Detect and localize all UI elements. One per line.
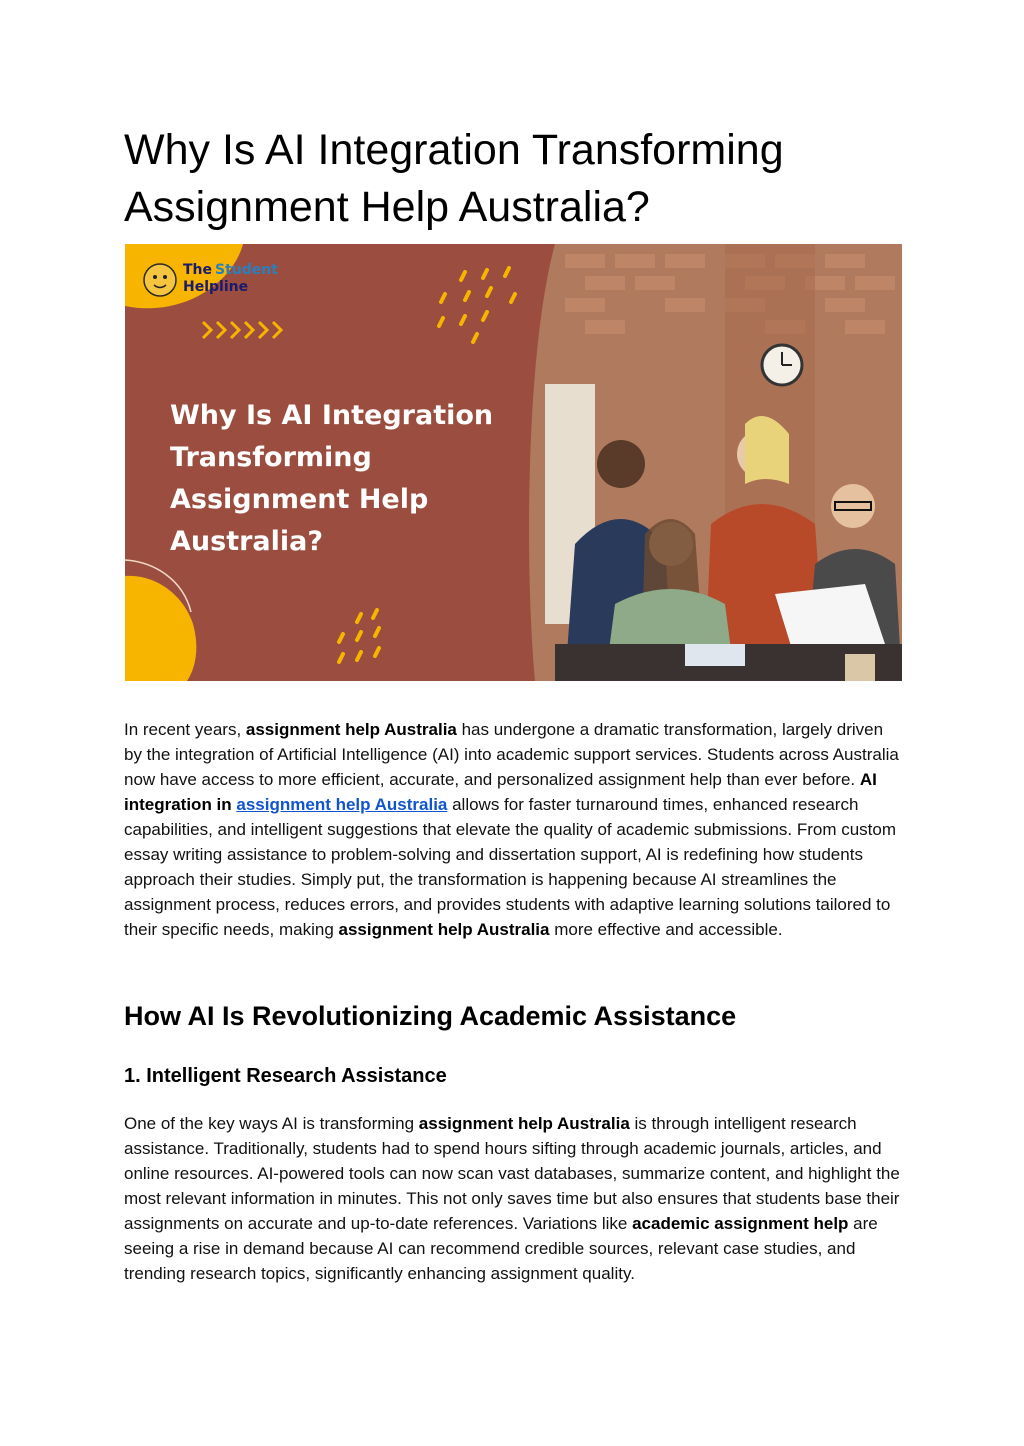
logo-text-helpline: Helpline <box>183 279 249 295</box>
keyword-bold: assignment help Australia <box>245 720 457 739</box>
page-title: Why Is AI Integration Transforming Assignment Help Australia? <box>124 126 784 231</box>
section-heading: How AI Is Revolutionizing Academic Assistance <box>124 1001 737 1031</box>
hero-heading-line-2: Transforming <box>170 442 372 473</box>
students-photo <box>529 244 902 681</box>
logo-text-the: The <box>183 262 213 278</box>
keyword-bold: academic assignment help <box>632 1214 849 1233</box>
hero-heading-line-4: Australia? <box>170 526 324 557</box>
assignment-help-australia-link[interactable]: assignment help Australia <box>236 795 448 814</box>
keyword-bold: assignment help Australia <box>338 920 550 939</box>
keyword-bold: AI integration in <box>124 770 877 814</box>
research-paragraph: One of the key ways AI is transforming assignment help Australia is through intelligent research assistance. Traditionally, students had to spend hours sifting through academic journals, articles, and online resources. AI-powered tools can now scan vast databases, summarize content, and highlight the most relevant information in minutes. This not only saves time but also ensures that students base their assignments on accurate and up-to-date references. Variations like academic assignment help are seeing a rise in demand because AI can recommend credible sources, relevant case studies, and trending research topics, significantly enhancing assignment quality. <box>124 1114 900 1283</box>
intro-paragraph: In recent years, assignment help Australia has undergone a dramatic transformation, largely driven by the integration of Artificial Intelligence (AI) into academic support services. Students across Australia now have access to more efficient, accurate, and personalized assignment help than ever before. AI integration in assignment help Australia allows for faster turnaround times, enhanced research capabilities, and intelligent suggestions that elevate the quality of academic submissions. From custom essay writing assistance to problem-solving and dissertation support, AI is redefining how students approach their studies. Simply put, the transformation is happening because AI streamlines the assignment process, reduces errors, and provides students with adaptive learning solutions tailored to their specific needs, making assignment help Australia more effective and accessible. <box>124 720 899 939</box>
hero-image <box>125 244 902 681</box>
subsection-heading: 1. Intelligent Research Assistance <box>124 1065 447 1087</box>
hero-heading-line-3: Assignment Help <box>170 484 429 515</box>
hero-heading-line-1: Why Is AI Integration <box>170 400 494 431</box>
logo-text-student: Student <box>215 262 278 278</box>
keyword-bold: assignment help Australia <box>418 1114 630 1133</box>
